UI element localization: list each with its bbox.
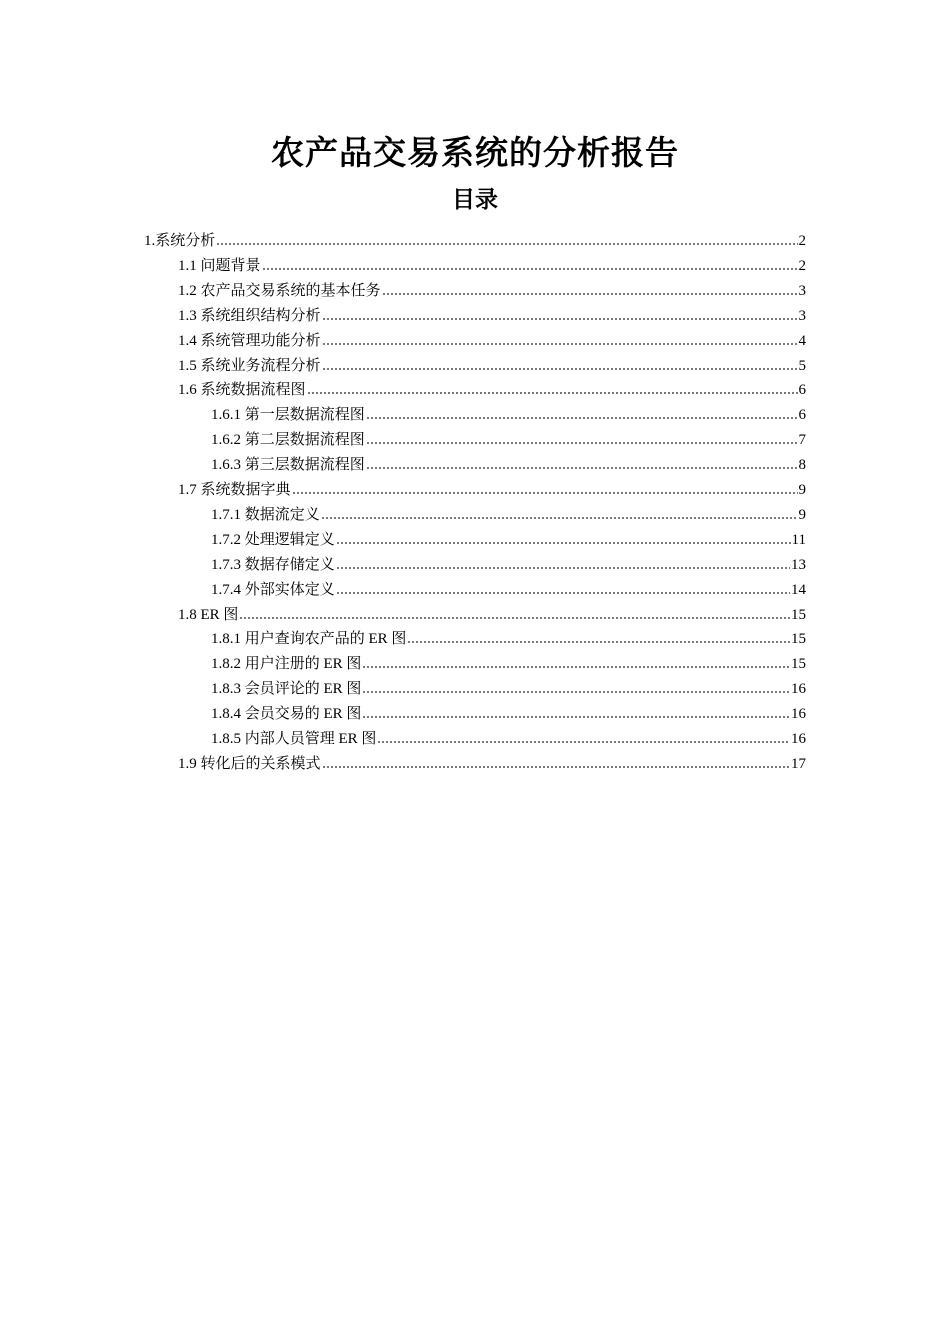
toc-dot-leader: [366, 416, 798, 420]
toc-entry-title: 1.1 问题背景: [178, 257, 261, 274]
toc-dot-leader: [292, 491, 798, 495]
toc-dot-leader: [216, 242, 797, 246]
toc-entry-title: 1.8.3 会员评论的 ER 图: [211, 681, 362, 698]
toc-dot-leader: [336, 591, 790, 595]
toc-entry-title: 1.8 ER 图: [178, 606, 239, 623]
toc-entry-title: 1.4 系统管理功能分析: [178, 332, 321, 349]
toc-entry-page-number: 7: [798, 432, 806, 449]
toc-entry-title: 1.8.2 用户注册的 ER 图: [211, 656, 362, 673]
toc-entry-page-number: 3: [798, 307, 806, 324]
toc-entry-title: 1.6 系统数据流程图: [178, 382, 306, 399]
toc-dot-leader: [407, 640, 790, 644]
toc-dot-leader: [307, 391, 798, 395]
toc-entry[interactable]: [178, 599, 806, 624]
toc-entry-title: 1.6.3 第三层数据流程图: [211, 457, 365, 474]
toc-entry-page-number: 9: [798, 506, 806, 523]
toc-entry[interactable]: [178, 374, 806, 399]
toc-entry-title: 1.7.3 数据存储定义: [211, 556, 335, 573]
toc-entry[interactable]: [211, 698, 806, 723]
toc-entry-page-number: 15: [791, 656, 806, 673]
toc-entry[interactable]: [178, 474, 806, 499]
toc-entry-page-number: 16: [791, 706, 806, 723]
toc-entry[interactable]: [211, 499, 806, 524]
toc-entry-page-number: 11: [791, 531, 806, 548]
toc-dot-leader: [321, 516, 798, 520]
toc-entry-page-number: 17: [791, 755, 806, 772]
toc-entry-title: 1.9 转化后的关系模式: [178, 755, 321, 772]
toc-entry[interactable]: [178, 300, 806, 325]
toc-entry-page-number: 2: [798, 233, 806, 249]
toc-entry-title: 1.5 系统业务流程分析: [178, 357, 321, 374]
toc-entry-page-number: 14: [791, 581, 806, 598]
toc-entry[interactable]: [178, 350, 806, 375]
toc-entry-page-number: 16: [791, 681, 806, 698]
toc-entry[interactable]: [178, 275, 806, 300]
toc-entry-title: 1.2 农产品交易系统的基本任务: [178, 282, 381, 299]
toc-entry[interactable]: [178, 250, 806, 275]
toc-dot-leader: [336, 566, 790, 570]
toc-entry-page-number: 13: [791, 556, 806, 573]
toc-entry-title: 1.7.1 数据流定义: [211, 506, 320, 523]
toc-entry-page-number: 9: [798, 482, 806, 498]
toc-dot-leader: [366, 466, 798, 470]
toc-dot-leader: [322, 765, 790, 769]
toc-entry-title: 1.7.4 外部实体定义: [211, 581, 335, 598]
toc-entry[interactable]: [211, 648, 806, 673]
toc-entry[interactable]: [178, 325, 806, 350]
toc-entry-title: 1.7.2 处理逻辑定义: [211, 531, 335, 548]
toc-dot-leader: [362, 665, 790, 669]
toc-dot-leader: [362, 715, 790, 719]
toc-entry-page-number: 15: [791, 631, 806, 648]
toc-entry[interactable]: [144, 225, 806, 250]
toc-entry-page-number: 4: [798, 332, 806, 349]
toc-dot-leader: [322, 367, 798, 371]
toc-entry-title: 1.6.2 第二层数据流程图: [211, 432, 365, 449]
toc-entry[interactable]: [211, 424, 806, 449]
toc-entry[interactable]: [178, 748, 806, 773]
toc-entry-page-number: 16: [791, 731, 806, 747]
toc-entry-page-number: 3: [798, 282, 806, 299]
toc-dot-leader: [262, 267, 798, 271]
toc-entry-page-number: 5: [798, 357, 806, 374]
toc-dot-leader: [362, 690, 790, 694]
toc-entry-page-number: 6: [798, 382, 806, 399]
toc-entry[interactable]: [211, 723, 806, 748]
toc-heading: 目录: [452, 187, 498, 213]
toc-entry[interactable]: [211, 449, 806, 474]
toc-dot-leader: [382, 292, 798, 296]
toc-entry-page-number: 2: [798, 257, 806, 274]
toc-entry-title: 1.8.4 会员交易的 ER 图: [211, 706, 362, 723]
toc-entry-page-number: 8: [798, 457, 806, 474]
toc-entry[interactable]: [211, 524, 806, 549]
toc-dot-leader: [336, 541, 791, 545]
document-title: 农产品交易系统的分析报告: [271, 133, 679, 172]
toc-entry-title: 1.8.5 内部人员管理 ER 图: [211, 731, 377, 747]
toc-dot-leader: [322, 342, 798, 346]
toc-entry[interactable]: [211, 399, 806, 424]
toc-dot-leader: [366, 441, 798, 445]
toc-entry[interactable]: [211, 574, 806, 599]
toc-entry-title: 1.6.1 第一层数据流程图: [211, 407, 365, 424]
toc-entry-page-number: 6: [798, 407, 806, 424]
toc-entry[interactable]: [211, 549, 806, 574]
toc-entry-title: 1.3 系统组织结构分析: [178, 307, 321, 324]
toc-entry-title: 1.系统分析: [144, 233, 216, 249]
toc-entry-title: 1.8.1 用户查询农产品的 ER 图: [211, 631, 407, 648]
toc-dot-leader: [322, 317, 798, 321]
toc-dot-leader: [377, 740, 790, 744]
toc-entry-page-number: 15: [791, 606, 806, 623]
toc-entry[interactable]: [211, 673, 806, 698]
toc-entry[interactable]: [211, 623, 806, 648]
toc-entry-title: 1.7 系统数据字典: [178, 482, 291, 498]
toc-dot-leader: [239, 616, 790, 620]
